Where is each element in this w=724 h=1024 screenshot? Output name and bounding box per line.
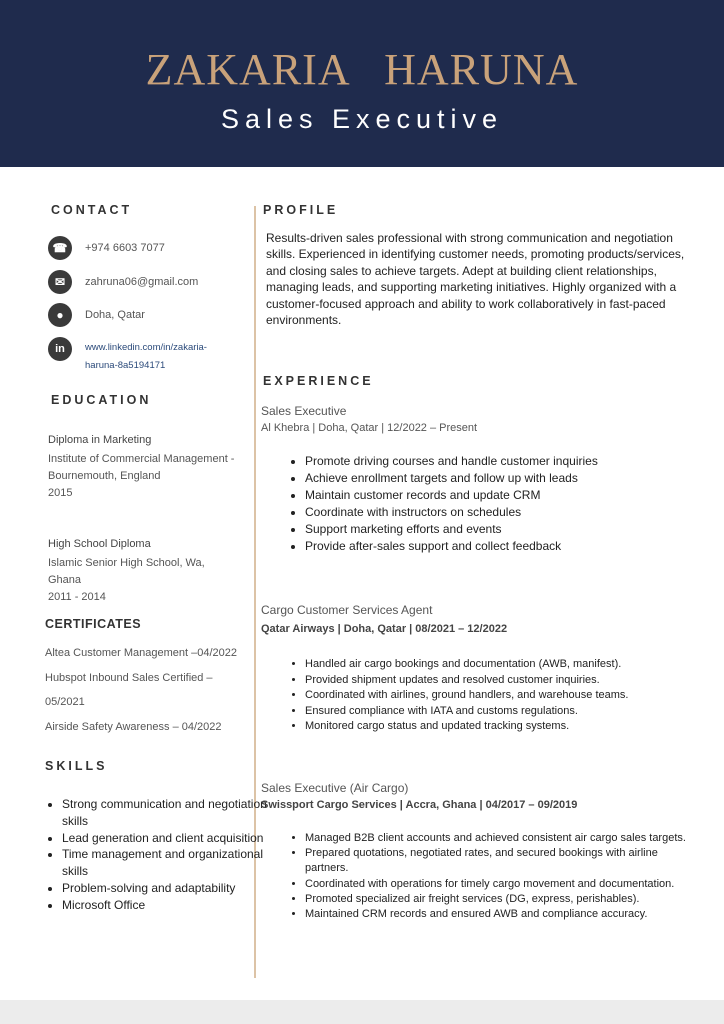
skills-heading: SKILLS (45, 759, 108, 773)
contact-linkedin-row (48, 336, 72, 362)
skills-list (40, 796, 274, 914)
linkedin-link[interactable] (85, 339, 207, 375)
job-bullet: • Prepared quotations, negotiated rates, and secured bookings with airline partners. (305, 846, 695, 876)
job-title: Sales Executive (261, 404, 347, 418)
education-year: 2015 (48, 487, 73, 499)
job-bullet: • Handled air cargo bookings and documentation (AWB, manifest). (305, 657, 685, 673)
job-bullet: • Promote driving courses and handle customer inquiries (305, 453, 705, 470)
linkedin-link-line2: haruna-8a5194171 (85, 360, 166, 371)
skill-item: • Microsoft Office (62, 897, 274, 914)
job-bullet: • Provide after-sales support and collect feedback (305, 538, 705, 555)
job-bullet: • Coordinated with airlines, ground handlers, and warehouse teams. (305, 688, 685, 704)
job-bullet: • Provided shipment updates and resolved customer inquiries. (305, 673, 685, 689)
certificate-item: 05/2021 (45, 696, 85, 708)
linkedin-link-line1: www.linkedin.com/in/zakaria- (85, 342, 207, 353)
location-pin-icon: ● (48, 303, 72, 327)
job-meta: Al Khebra | Doha, Qatar | 12/2022 – Present (261, 422, 478, 434)
job-meta: Qatar Airways | Doha, Qatar | 08/2021 – 12/2022 (261, 623, 508, 635)
job-bullet: • Maintain customer records and update CRM (305, 487, 705, 504)
contact-phone-row (48, 235, 165, 261)
contact-email-row (48, 269, 198, 295)
phone-icon: ☎ (48, 236, 72, 260)
job-meta: Swissport Cargo Services | Accra, Ghana | 04/2017 – 09/2019 (261, 799, 578, 811)
job-bullet: • Maintained CRM records and ensured AWB and compliance accuracy. (305, 907, 695, 922)
education-item (48, 432, 238, 502)
education-degree: High School Diploma (48, 538, 151, 550)
skill-item: • Lead generation and client acquisition (62, 830, 274, 847)
job-title-heading: Sales Executive (220, 104, 504, 134)
contact-heading: CONTACT (51, 203, 133, 217)
education-school: Institute of Commercial Management - Bournemouth, England (48, 453, 235, 482)
job-bullet: • Coordinated with operations for timely cargo movement and documentation. (305, 877, 695, 892)
skill-item: • Problem-solving and adaptability (62, 880, 274, 897)
profile-heading: PROFILE (263, 203, 339, 217)
linkedin-icon: in (48, 337, 72, 361)
skill-item: • Strong communication and negotiation skills (62, 796, 274, 830)
contact-location-row (48, 302, 145, 328)
education-degree: Diploma in Marketing (48, 434, 152, 446)
job-bullet: • Support marketing efforts and events (305, 521, 705, 538)
job-bullet: • Monitored cargo status and updated tracking systems. (305, 719, 685, 735)
certificate-item: Hubspot Inbound Sales Certified – (45, 672, 213, 684)
job-title: Sales Executive (Air Cargo) (261, 781, 409, 795)
certificates-heading: CERTIFICATES (45, 617, 142, 631)
profile-summary: Results-driven sales professional with strong communication and negotiation skills. Experienced in identifying customer needs, promoting products/services, and closing sales to achieve targets. Adept at building client relationships, managing leads, and supporting marketing initiatives. Highly organized with a customer-focused approach and ability to work collaboratively in fast-paced environments. (266, 231, 685, 328)
job-bullet: • Coordinate with instructors on schedules (305, 504, 705, 521)
job-bullets (283, 453, 705, 555)
certificate-item: Airside Safety Awareness – 04/2022 (45, 721, 222, 733)
education-school: Islamic Senior High School, Wa, Ghana (48, 557, 205, 586)
job-bullets (283, 831, 695, 922)
job-bullet: • Managed B2B client accounts and achieved consistent air cargo sales targets. (305, 831, 695, 846)
location-text: Doha, Qatar (85, 309, 145, 321)
resume-header (0, 0, 724, 167)
candidate-name: ZAKARIA HARUNA (145, 45, 579, 94)
envelope-icon: ✉ (48, 270, 72, 294)
skill-item: • Time management and organizational skills (62, 846, 274, 880)
phone-text: +974 6603 7077 (85, 242, 165, 254)
job-bullets (283, 657, 685, 735)
certificate-item: Altea Customer Management –04/2022 (45, 647, 238, 659)
education-year: 2011 - 2014 (48, 591, 106, 603)
job-title: Cargo Customer Services Agent (261, 603, 433, 617)
education-heading: EDUCATION (51, 393, 152, 407)
job-bullet: • Ensured compliance with IATA and customs regulations. (305, 704, 685, 720)
education-item (48, 536, 238, 606)
job-bullet: • Achieve enrollment targets and follow up with leads (305, 470, 705, 487)
job-bullet: • Promoted specialized air freight services (DG, express, perishables). (305, 892, 695, 907)
email-text: zahruna06@gmail.com (85, 276, 199, 288)
experience-heading: EXPERIENCE (263, 374, 374, 388)
